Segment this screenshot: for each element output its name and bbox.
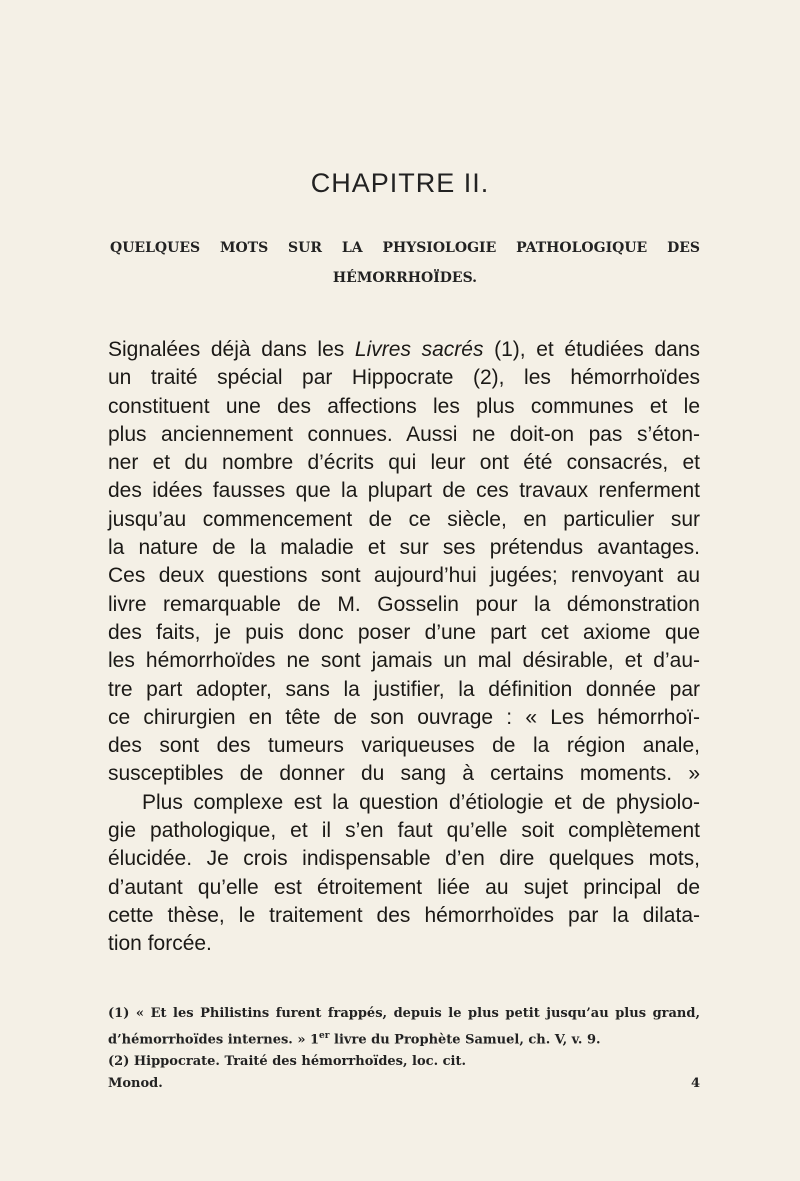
chapter-title: CHAPITRE II. [310, 168, 490, 198]
body-line: tion forcée. [108, 932, 212, 956]
body-line: tre part adopter, sans la justifier, la définition donnée par [108, 677, 700, 701]
body-line: Signalées déjà dans les Livres sacrés (1), et étudiées dans [108, 338, 700, 361]
body-line: jusqu’au commencement de ce siècle, en particulier sur [108, 507, 700, 531]
body-line: Ces deux questions sont aujourd’hui jugées; renvoyant au [108, 564, 700, 588]
body-line: la nature de la maladie et sur ses prétendus avantages. [108, 536, 700, 560]
body-line: ce chirurgien en tête de son ouvrage : « Les hémorrhoï- [108, 705, 700, 729]
body-line: des idées fausses que la plupart de ces travaux renferment [108, 479, 700, 503]
body-line: susceptibles de donner du sang à certains moments. » [108, 762, 700, 786]
body-line: plus anciennement connues. Aussi ne doit-on pas s’éton- [108, 422, 700, 446]
signature-number: 4 [690, 1076, 700, 1092]
signature-row [108, 1073, 700, 1095]
body-line: les hémorrhoïdes ne sont jamais un mal désirable, et d’au- [108, 649, 700, 673]
footnotes [108, 1003, 700, 1095]
body-line: gie pathologique, et il s’en faut qu’elle soit complètement [108, 819, 700, 843]
chapter-subtitle [110, 233, 700, 293]
footnote-2: (2) Hippocrate. Traité des hémorrhoïdes, loc. cit. [108, 1054, 467, 1070]
book-title: Livres sacrés [354, 338, 484, 361]
body-line: d’autant qu’elle est étroitement liée au sujet principal de [108, 875, 700, 899]
body-line: ner et du nombre d’écrits qui leur ont été consacrés, et [108, 451, 700, 475]
body-line: élucidée. Je crois indispensable d’en dire quelques mots, [108, 847, 700, 871]
body-paragraph [108, 336, 700, 959]
body-line: un traité spécial par Hippocrate (2), les hémorrhoïdes [108, 366, 700, 390]
body-line: Plus complexe est la question d’étiologie et de physiolo- [142, 790, 700, 814]
subtitle-line: HÉMORRHOÏDES. [332, 270, 478, 286]
body-line: des sont des tumeurs variqueuses de la région anale, [108, 734, 700, 758]
body-line: constituent une des affections les plus communes et le [108, 394, 700, 418]
body-line: livre remarquable de M. Gosselin pour la démonstration [108, 592, 700, 616]
subtitle-line: QUELQUES MOTS SUR LA PHYSIOLOGIE PATHOLOGIQUE DES [110, 240, 700, 256]
footnote-1-line-1: (1) « Et les Philistins furent frappés, depuis le plus petit jusqu’au plus grand, [108, 1006, 700, 1021]
footnote-1-line-2: d’hémorrhoïdes internes. » 1er livre du Prophète Samuel, ch. V, v. 9. [108, 1031, 601, 1048]
signature-name: Monod. [108, 1076, 163, 1092]
body-line: des faits, je puis donc poser d’une part cet axiome que [108, 620, 700, 644]
body-line: cette thèse, le traitement des hémorrhoïdes par la dilata- [108, 903, 700, 927]
